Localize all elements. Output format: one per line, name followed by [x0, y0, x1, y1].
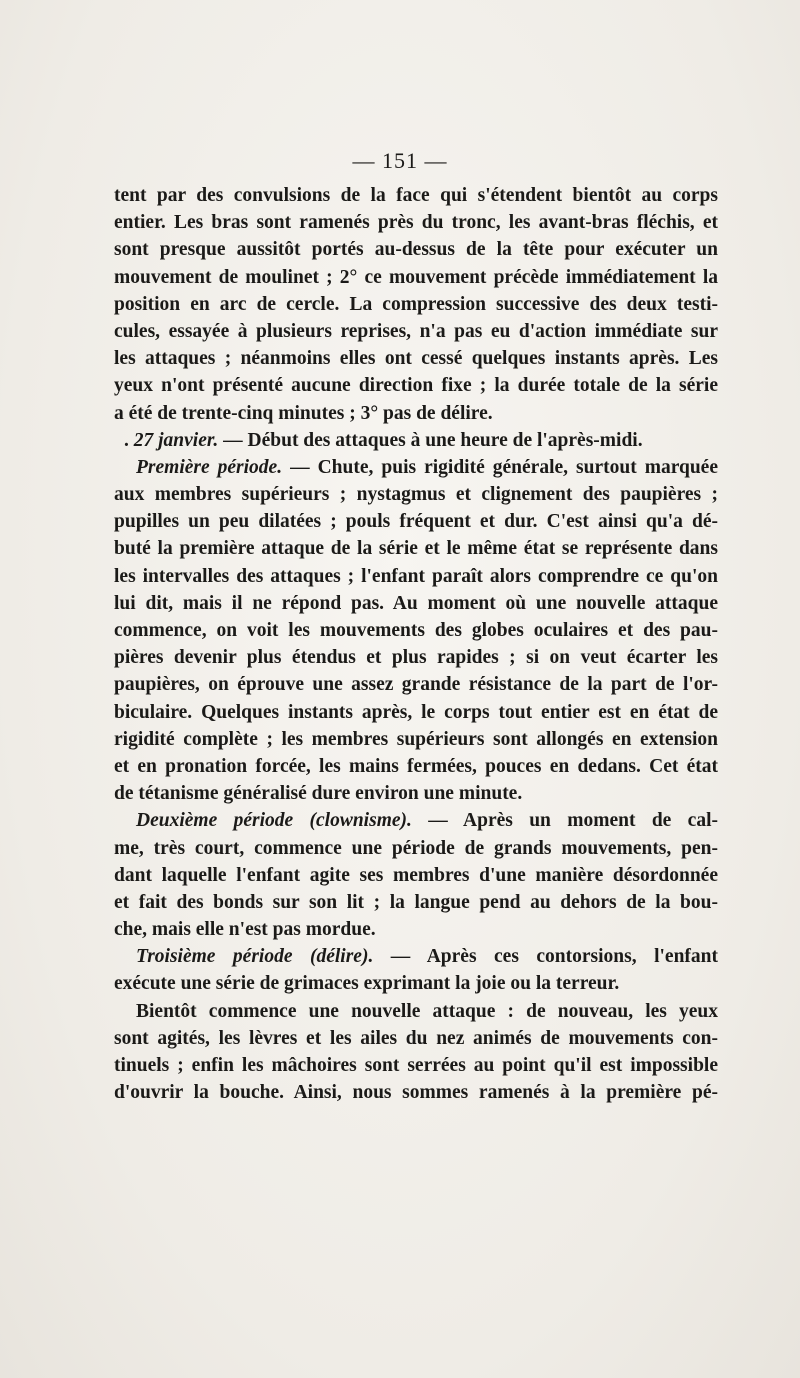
text-line: sont presque aussitôt portés au-dessus de la tête pour exécuter un	[114, 239, 718, 261]
page-number: — 151 —	[352, 148, 448, 173]
text-line: et en pronation forcée, les mains fermées, pouces en dedans. Cet état	[114, 755, 718, 777]
text-line: pupilles un peu dilatées ; pouls fréquent et dur. C'est ainsi qu'a dé-	[114, 511, 718, 533]
text-line: d'ouvrir la bouche. Ainsi, nous sommes ramenés à la première pé-	[114, 1082, 718, 1104]
text-line: dant laquelle l'enfant agite ses membres d'une manière désordonnée	[114, 864, 718, 886]
text-line: rigidité complète ; les membres supérieurs sont allongés en extension	[114, 728, 718, 750]
text-line: cules, essayée à plusieurs reprises, n'a pas eu d'action immédiate sur	[114, 320, 718, 342]
text-line: position en arc de cercle. La compression successive des deux testi-	[114, 293, 718, 315]
text-line: pières devenir plus étendus et plus rapides ; si on veut écarter les	[114, 647, 718, 669]
period-1-first-line	[114, 454, 718, 481]
date-entry-line	[114, 427, 718, 454]
period-3-heading: Troisième période	[136, 946, 293, 968]
period-2-first-text: — Après un moment de cal-	[411, 810, 718, 832]
text-line: exécute une série de grimaces exprimant la joie ou la terreur.	[114, 973, 620, 995]
text-line: biculaire. Quelques instants après, le corps tout entier est en état de	[114, 701, 718, 723]
period-3-first-line	[114, 943, 718, 970]
text-line: paupières, on éprouve une assez grande résistance de la part de l'or-	[114, 674, 718, 696]
text-line: tent par des convulsions de la face qui s'étendent bientôt au corps	[114, 185, 718, 206]
text-line: yeux n'ont présenté aucune direction fixe ; la durée totale de la série	[114, 375, 718, 397]
text-line: lui dit, mais il ne répond pas. Au moment où une nouvelle attaque	[114, 592, 718, 614]
date-entry-text: — Début des attaques à une heure de l'après-midi.	[218, 429, 643, 451]
date-entry-prefix: .	[124, 429, 134, 451]
text-line: de tétanisme généralisé dure environ une minute.	[114, 783, 523, 805]
period-2-paren: (clownisme).	[309, 810, 412, 832]
date-entry-date: 27 janvier.	[133, 429, 219, 451]
text-line: sont agités, les lèvres et les ailes du nez animés de mouvements con-	[114, 1027, 718, 1049]
period-3-first-text: — Après ces contorsions, l'enfant	[373, 946, 718, 968]
period-2-first-line	[114, 807, 718, 834]
text-line: buté la première attaque de la série et le même état se représente dans	[114, 538, 718, 560]
period-1-first-text: — Chute, puis rigidité générale, surtout marquée	[282, 456, 718, 478]
text-line: et fait des bonds sur son lit ; la langue pend au dehors de la bou-	[114, 891, 718, 913]
text-line: tinuels ; enfin les mâchoires sont serrées au point qu'il est impossible	[114, 1055, 718, 1076]
text-line: entier. Les bras sont ramenés près du tronc, les avant-bras fléchis, et	[114, 212, 718, 234]
text-line: les attaques ; néanmoins elles ont cessé quelques instants après. Les	[114, 348, 718, 370]
body-text	[114, 182, 718, 1106]
text-line: les intervalles des attaques ; l'enfant paraît alors comprendre ce qu'on	[114, 565, 718, 587]
text-line: commence, on voit les mouvements des globes oculaires et des pau-	[114, 620, 718, 641]
text-line: aux membres supérieurs ; nystagmus et clignement des paupières ;	[114, 484, 718, 506]
period-3-paren: (délire).	[309, 946, 374, 968]
text-line: me, très court, commence une période de grands mouvements, pen-	[114, 837, 718, 859]
text-line: mouvement de moulinet ; 2° ce mouvement précède immédiatement la	[114, 266, 718, 288]
text-line: Bientôt commence une nouvelle attaque : de nouveau, les yeux	[136, 1000, 718, 1022]
text-line: che, mais elle n'est pas mordue.	[114, 919, 376, 941]
text-line: a été de trente-cinq minutes ; 3° pas de délire.	[114, 402, 493, 424]
period-1-heading: Première période.	[136, 456, 283, 478]
period-2-heading: Deuxième période	[136, 810, 294, 832]
